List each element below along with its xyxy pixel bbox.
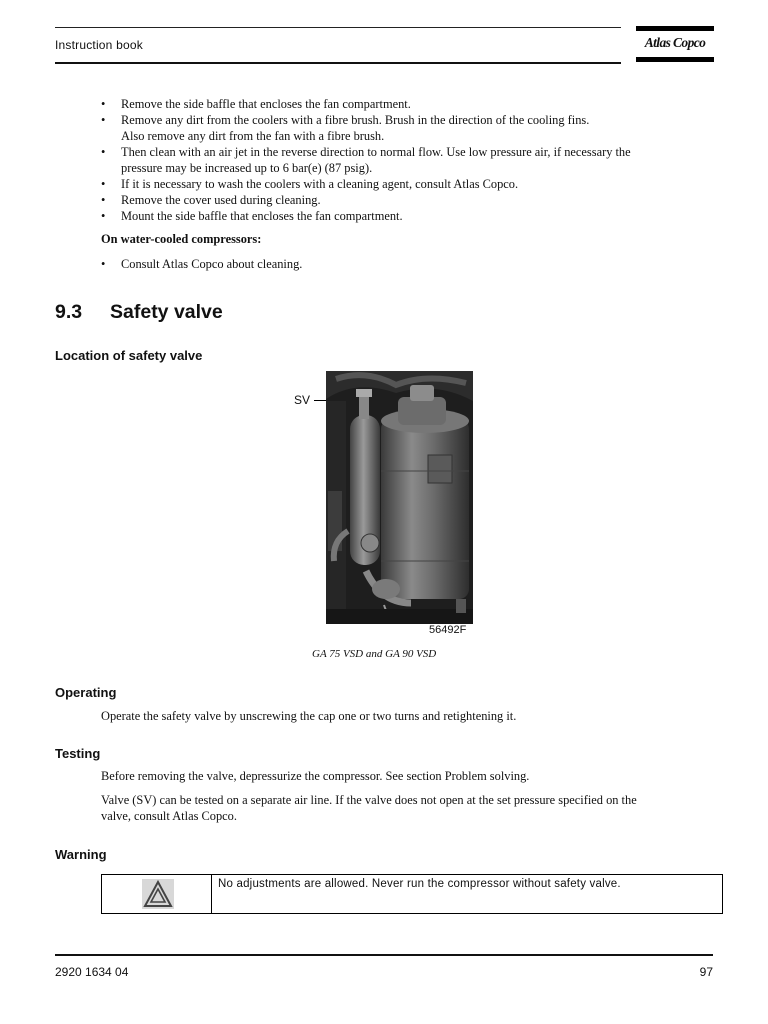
logo-bar-bottom <box>636 57 714 62</box>
section-number: 9.3 <box>55 301 83 323</box>
location-heading: Location of safety valve <box>55 348 203 363</box>
figure-caption: GA 75 VSD and GA 90 VSD <box>312 648 437 660</box>
water-cooled-item <box>101 256 302 272</box>
footer-page-number: 97 <box>699 965 713 979</box>
testing-text-2 <box>101 792 721 824</box>
header-rule-bottom <box>55 62 621 64</box>
bullet-marker: • <box>101 145 106 159</box>
cleaning-step-line: Remove the cover used during cleaning. <box>121 193 321 207</box>
bullet-marker: • <box>101 257 106 271</box>
cleaning-step-line: Remove any dirt from the coolers with a fibre brush. Brush in the direction of the cooling fins. <box>121 113 590 127</box>
testing-text-2-line-1: Valve (SV) can be tested on a separate air line. If the valve does not open at the set pressure specified on the <box>101 793 637 807</box>
logo-bar-top <box>636 26 714 31</box>
cleaning-step-item <box>101 112 721 144</box>
header-rule-top <box>55 27 621 28</box>
warning-triangle-icon <box>142 879 174 909</box>
testing-text-1: Before removing the valve, depressurize the compressor. See section Problem solving. <box>101 769 530 783</box>
bullet-marker: • <box>101 193 106 207</box>
cleaning-step-line: pressure may be increased up to 6 bar(e) (87 psig). <box>121 161 373 175</box>
logo-text: Atlas Copco <box>644 35 706 50</box>
warning-text: No adjustments are allowed. Never run the compressor without safety valve. <box>218 878 621 890</box>
section-title: Safety valve <box>110 301 223 323</box>
bullet-marker: • <box>101 209 106 223</box>
operating-heading: Operating <box>55 685 117 700</box>
warning-icon-cell <box>102 875 212 913</box>
warning-heading: Warning <box>55 847 107 862</box>
water-cooled-heading: On water-cooled compressors: <box>101 232 262 246</box>
testing-heading: Testing <box>55 746 101 761</box>
footer-rule <box>55 954 713 956</box>
cleaning-step-item <box>101 96 721 112</box>
cleaning-step-line: Also remove any dirt from the fan with a fibre brush. <box>121 129 385 143</box>
cleaning-step-line: Then clean with an air jet in the reverse direction to normal flow. Use low pressure air, if necessary the <box>121 145 631 159</box>
warning-table <box>101 874 723 914</box>
header-title: Instruction book <box>55 38 143 52</box>
water-cooled-list <box>101 256 302 272</box>
cleaning-step-line: If it is necessary to wash the coolers with a cleaning agent, consult Atlas Copco. <box>121 177 519 191</box>
cleaning-step-item <box>101 176 721 192</box>
cleaning-step-line: Remove the side baffle that encloses the fan compartment. <box>121 97 411 111</box>
bullet-marker: • <box>101 177 106 191</box>
water-cooled-item-text: Consult Atlas Copco about cleaning. <box>121 257 303 271</box>
bullet-marker: • <box>101 97 106 111</box>
cleaning-step-item <box>101 208 721 224</box>
operating-text: Operate the safety valve by unscrewing the cap one or two turns and retightening it. <box>101 709 517 723</box>
brand-logo <box>636 26 714 62</box>
figure-callout-sv: SV <box>294 393 311 407</box>
cleaning-step-line: Mount the side baffle that encloses the fan compartment. <box>121 209 403 223</box>
cleaning-step-item <box>101 144 721 176</box>
figure-code: 56492F <box>429 624 467 636</box>
testing-text-2-line-2: valve, consult Atlas Copco. <box>101 809 237 823</box>
bullet-marker: • <box>101 113 106 127</box>
cleaning-steps-list <box>101 96 721 224</box>
footer-doc-number: 2920 1634 04 <box>55 965 129 979</box>
safety-valve-photo <box>326 371 473 624</box>
cleaning-step-item <box>101 192 721 208</box>
